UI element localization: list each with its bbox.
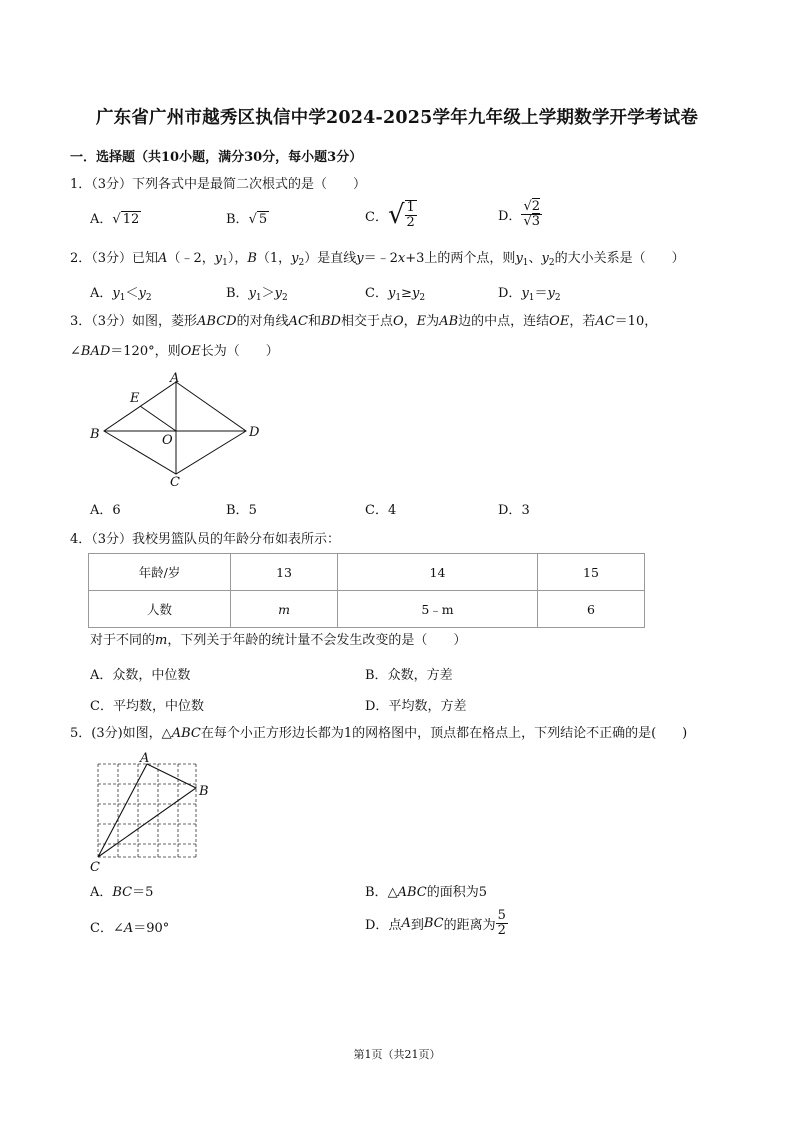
page-title: 广东省广州市越秀区执信中学2024-2025学年九年级上学期数学开学考试卷 (95, 108, 699, 128)
q2-option-c: C．$y_1\ge y_2$ (365, 286, 426, 303)
point-a-label: A (140, 751, 150, 766)
q1-option-c: C． √ $\frac{1}{2}$ (365, 200, 415, 230)
question-4-stem: 4．（3分）我校男篮队员的年龄分布如表所示： (70, 532, 341, 547)
grid-triangle-figure (86, 748, 216, 876)
point-e-label: E (130, 391, 140, 406)
q5-option-b: B．△ABC的面积为5 (365, 885, 487, 900)
q4-option-c: C．平均数，中位数 (90, 699, 204, 714)
q1-option-d: D． $\frac{√2}{√3}$ (498, 199, 541, 229)
q3-option-d: D．3 (498, 503, 530, 518)
dashed-grid (98, 764, 196, 857)
question-1-stem: 1．（3分）下列各式中是最简二次根式的是（ ） (70, 177, 367, 192)
question-3-stem-line2: ∠BAD＝120°，则OE长为（ ） (70, 344, 279, 359)
table-cell: 5﹣m (338, 591, 538, 628)
page-footer: 第1页（共21页） (353, 1048, 441, 1061)
sqrt-icon: √ (112, 212, 121, 227)
question-3-stem-line1: 3．（3分）如图，菱形ABCD的对角线AC和BD相交于点O，E为AB边的中点，连结OE，若AC＝10， (70, 314, 658, 329)
table-cell: 14 (338, 554, 538, 591)
point-b-label: B (199, 784, 209, 799)
q5-option-c: C．∠A＝90° (90, 921, 170, 936)
sqrt-icon: √ (523, 214, 532, 229)
q5-option-a: A．BC＝5 (90, 885, 154, 900)
sqrt-icon: √ (523, 199, 532, 214)
point-c-label: C (170, 475, 180, 490)
q2-option-a: A．$y_1<y_2$ (90, 286, 152, 303)
point-a-label: A (170, 371, 180, 386)
table-cell: 年龄/岁 (89, 554, 231, 591)
q4-option-b: B．众数，方差 (365, 668, 453, 683)
rhombus-figure (86, 368, 266, 490)
question-2-stem: 2．（3分）已知A（﹣2，$y_1$），B（1，$y_2$）是直线y＝﹣2x+3上的两个点，则$y_1$、$y_2$的大小关系是（ ） (70, 251, 685, 268)
q3-option-b: B．5 (226, 503, 257, 518)
segment-oe (140, 406, 176, 431)
table-cell: 15 (537, 554, 644, 591)
q2-option-d: D．$y_1=y_2$ (498, 286, 561, 303)
point-b-label: B (90, 427, 100, 442)
triangle-abc (98, 764, 196, 857)
sqrt-icon: √ (387, 200, 405, 230)
q1-option-b: B．√ 5 (226, 212, 268, 227)
table-row (89, 554, 645, 591)
section-heading: 一．选择题（共10小题，满分30分，每小题3分） (70, 150, 363, 165)
q1-option-a: A．√ 12 (90, 212, 140, 227)
q4-option-a: A．众数，中位数 (90, 668, 191, 683)
point-d-label: D (249, 425, 260, 440)
question-5-stem: 5．(3分)如图，△ABC在每个小正方形边长都为1的网格图中，顶点都在格点上，下列结论不正确的是( ) (70, 726, 688, 741)
point-c-label: C (90, 860, 100, 875)
q5-option-d: D． 点 A 到 BC 的距离为 $\frac{5}{2}$ (365, 908, 506, 938)
point-o-label: O (162, 433, 173, 448)
q2-option-b: B．$y_1>y_2$ (226, 286, 288, 303)
q4-option-d: D．平均数，方差 (365, 699, 467, 714)
table-row (89, 591, 645, 628)
sqrt-icon: √ (248, 212, 257, 227)
question-4-followup: 对于不同的m，下列关于年龄的统计量不会发生改变的是（ ） (90, 633, 467, 648)
table-cell: m (231, 591, 338, 628)
q3-option-c: C．4 (365, 503, 397, 518)
table-cell: 6 (537, 591, 644, 628)
q3-option-a: A．6 (90, 503, 121, 518)
table-cell: 人数 (89, 591, 231, 628)
age-table (88, 553, 645, 628)
table-cell: 13 (231, 554, 338, 591)
rhombus-abcd (104, 382, 246, 474)
